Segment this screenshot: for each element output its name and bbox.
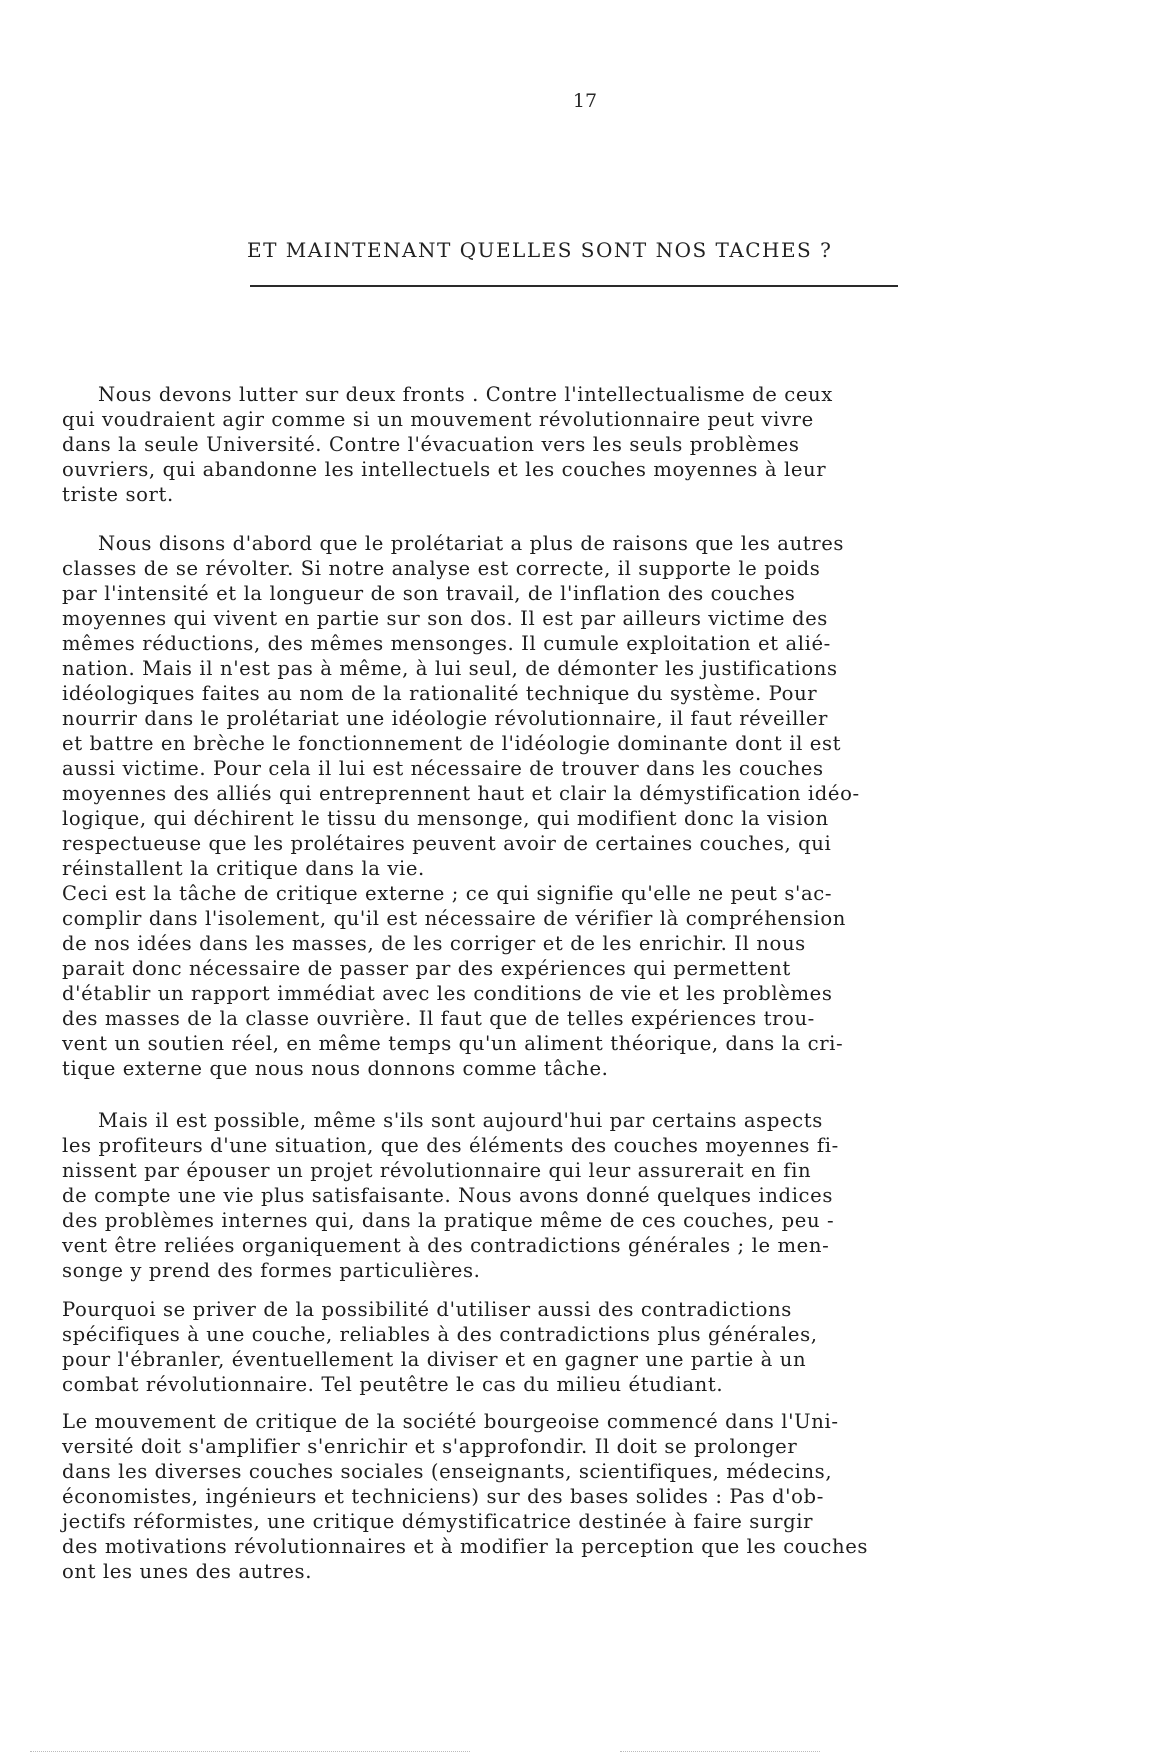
paragraph-4 xyxy=(62,1297,1012,1397)
text-line: dans les diverses couches sociales (enseignants, scientifiques, médecins, xyxy=(62,1460,833,1483)
text-line: Pourquoi se priver de la possibilité d'utiliser aussi des contradictions xyxy=(62,1298,792,1321)
text-line: de compte une vie plus satisfaisante. Nous avons donné quelques indices xyxy=(62,1184,833,1207)
text-line: respectueuse que les prolétaires peuvent avoir de certaines couches, qui xyxy=(62,832,832,855)
text-line: d'établir un rapport immédiat avec les conditions de vie et les problèmes xyxy=(62,982,833,1005)
text-line: Le mouvement de critique de la société bourgeoise commencé dans l'Uni- xyxy=(62,1410,839,1433)
text-line: et battre en brèche le fonctionnement de l'idéologie dominante dont il est xyxy=(62,732,842,755)
scan-edge-mark xyxy=(30,1751,470,1752)
scan-edge-mark xyxy=(620,1751,820,1752)
text-line: Nous devons lutter sur deux fronts . Contre l'intellectualisme de ceux xyxy=(98,383,833,406)
text-line: dans la seule Université. Contre l'évacuation vers les seuls problèmes xyxy=(62,433,800,456)
text-line: des motivations révolutionnaires et à modifier la perception que les couches xyxy=(62,1535,869,1558)
text-line: vent un soutien réel, en même temps qu'un aliment théorique, dans la cri- xyxy=(62,1032,844,1055)
text-line: idéologiques faites au nom de la rationalité technique du système. Pour xyxy=(62,682,818,705)
section-title: ET MAINTENANT QUELLES SONT NOS TACHES ? xyxy=(247,238,833,262)
text-line: qui voudraient agir comme si un mouvement révolutionnaire peut vivre xyxy=(62,408,814,431)
text-line: des masses de la classe ouvrière. Il faut que de telles expériences trou- xyxy=(62,1007,815,1030)
text-line: les profiteurs d'une situation, que des éléments des couches moyennes fi- xyxy=(62,1134,839,1157)
paragraph-3 xyxy=(62,1108,1012,1283)
text-line: versité doit s'amplifier s'enrichir et s'approfondir. Il doit se prolonger xyxy=(62,1435,798,1458)
text-line: tique externe que nous nous donnons comme tâche. xyxy=(62,1057,609,1080)
text-line: spécifiques à une couche, reliables à des contradictions plus générales, xyxy=(62,1323,818,1346)
text-line: moyennes qui vivent en partie sur son dos. Il est par ailleurs victime des xyxy=(62,607,828,630)
text-line: de nos idées dans les masses, de les corriger et de les enrichir. Il nous xyxy=(62,932,806,955)
text-line: nissent par épouser un projet révolutionnaire qui leur assurerait en fin xyxy=(62,1159,812,1182)
page-number: 17 xyxy=(572,90,598,112)
text-line: Ceci est la tâche de critique externe ; ce qui signifie qu'elle ne peut s'ac- xyxy=(62,882,833,905)
text-line: moyennes des alliés qui entreprennent haut et clair la démystification idéo- xyxy=(62,782,860,805)
text-line: ont les unes des autres. xyxy=(62,1560,313,1583)
text-line: nourrir dans le prolétariat une idéologie révolutionnaire, il faut réveiller xyxy=(62,707,829,730)
text-line: Mais il est possible, même s'ils sont aujourd'hui par certains aspects xyxy=(98,1109,823,1132)
text-line: mêmes réductions, des mêmes mensonges. Il cumule exploitation et alié- xyxy=(62,632,831,655)
text-line: des problèmes internes qui, dans la pratique même de ces couches, peu - xyxy=(62,1209,835,1232)
paragraph-1 xyxy=(62,382,1012,507)
text-line: combat révolutionnaire. Tel peutêtre le cas du milieu étudiant. xyxy=(62,1373,724,1396)
text-line: complir dans l'isolement, qu'il est nécessaire de vérifier là compréhension xyxy=(62,907,846,930)
text-line: songe y prend des formes particulières. xyxy=(62,1259,481,1282)
text-line: vent être reliées organiquement à des contradictions générales ; le men- xyxy=(62,1234,830,1257)
text-line: triste sort. xyxy=(62,483,174,506)
text-line: jectifs réformistes, une critique démystificatrice destinée à faire surgir xyxy=(62,1510,814,1533)
title-underline xyxy=(250,285,898,287)
text-line: par l'intensité et la longueur de son travail, de l'inflation des couches xyxy=(62,582,796,605)
text-line: logique, qui déchirent le tissu du mensonge, qui modifient donc la vision xyxy=(62,807,829,830)
text-line: économistes, ingénieurs et techniciens) sur des bases solides : Pas d'ob- xyxy=(62,1485,824,1508)
text-line: ouvriers, qui abandonne les intellectuels et les couches moyennes à leur xyxy=(62,458,827,481)
text-line: aussi victime. Pour cela il lui est nécessaire de trouver dans les couches xyxy=(62,757,824,780)
text-line: Nous disons d'abord que le prolétariat a plus de raisons que les autres xyxy=(98,532,845,555)
text-line: parait donc nécessaire de passer par des expériences qui permettent xyxy=(62,957,791,980)
paragraph-5 xyxy=(62,1409,1012,1584)
text-line: pour l'ébranler, éventuellement la diviser et en gagner une partie à un xyxy=(62,1348,807,1371)
text-line: classes de se révolter. Si notre analyse est correcte, il supporte le poids xyxy=(62,557,821,580)
paragraph-2 xyxy=(62,531,1012,1081)
text-line: nation. Mais il n'est pas à même, à lui seul, de démonter les justifications xyxy=(62,657,838,680)
text-line: réinstallent la critique dans la vie. xyxy=(62,857,425,880)
